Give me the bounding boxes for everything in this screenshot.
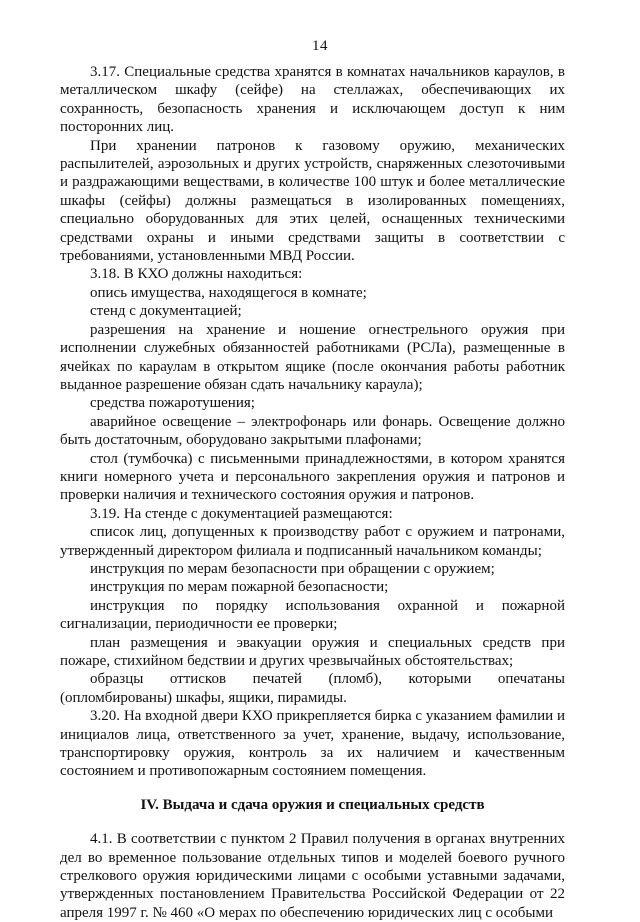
list-item: стенд с документацией;: [90, 303, 242, 320]
paragraph-3-20: 3.20. На входной двери КХО прикрепляется бирка с указанием фамилии и инициалов лица, ответственного за учет, хранение, выдачу, использование, транспортировку оружия, контроль за их наличием и качественным состоянием и противопожарным состоянием помещения.: [60, 708, 565, 780]
list-item: план размещения и эвакуации оружия и специальных средств при пожаре, стихийном бедствии и других чрезвычайных обстоятельствах;: [60, 634, 565, 669]
paragraph-3-17: 3.17. Специальные средства хранятся в комнатах начальников караулов, в металлическом шкафу (сейфе) на стеллажах, обеспечивающих их сохранность, безопасность хранения и исключающем доступ к ним посторонних лиц.: [60, 64, 565, 136]
list-item: средства пожаротушения;: [90, 395, 255, 412]
list-item: образцы оттисков печатей (пломб), которыми опечатаны (опломбированы) шкафы, ящики, пирамиды.: [60, 671, 565, 706]
list-3-18: [60, 284, 565, 505]
list-item: стол (тумбочка) с письменными принадлежностями, в котором хранятся книги номерного учета и персонального закрепления оружия и патронов и проверки наличия и технического состояния оружия и патронов.: [60, 450, 565, 504]
list-item: опись имущества, находящегося в комнате;: [90, 284, 367, 301]
list-item: инструкция по мерам пожарной безопасности;: [90, 579, 389, 596]
section-heading: IV. Выдача и сдача оружия и специальных средств: [140, 796, 485, 813]
list-item: список лиц, допущенных к производству работ с оружием и патронами, утвержденный директором филиала и подписанный начальником команды;: [60, 524, 565, 559]
list-item: аварийное освещение – электрофонарь или фонарь. Освещение должно быть достаточным, оборудовано закрытыми плафонами;: [60, 413, 565, 449]
list-3-19: [60, 523, 565, 707]
list-item: инструкция по порядку использования охранной и пожарной сигнализации, периодичности ее проверки;: [60, 597, 565, 633]
paragraph-3-19: 3.19. На стенде с документацией размещаются:: [90, 505, 393, 522]
paragraph-3-18: 3.18. В КХО должны находиться:: [90, 266, 303, 283]
paragraph-storage-requirements: При хранении патронов к газовому оружию, механических распылителей, аэрозольных и других устройств, снаряженных слезоточивыми и раздражающими веществами, в количестве 100 штук и более металлические шкафы (сейфы) должны размещаться в изолированных помещениях, специально оборудованных для этих целей, оснащенных техническими средствами охраны и иными средствами защиты в соответствии с требованиями, установленными МВД России.: [60, 137, 565, 265]
list-item: инструкция по мерам безопасности при обращении с оружием;: [90, 560, 495, 577]
page-number: 14: [312, 38, 328, 54]
list-item: разрешения на хранение и ношение огнестрельного оружия при исполнении служебных обязанностей работниками (РСЛа), размещенные в ячейках по караулам в открытом ящике (после окончания работы работник выданное разрешение обязан сдать начальнику караула);: [60, 321, 565, 393]
document-body: [60, 63, 565, 922]
paragraph-4-1: 4.1. В соответствии с пунктом 2 Правил получения в органах внутренних дел во временное пользование отдельных типов и моделей боевого ручного стрелкового оружия юридическими лицами с особыми уставными задачами, утвержденных постановлением Правительства Российской Федерации от 22 апреля 1997 г. № 460 «О мерах по обеспечению юридических лиц с особыми: [60, 831, 565, 921]
